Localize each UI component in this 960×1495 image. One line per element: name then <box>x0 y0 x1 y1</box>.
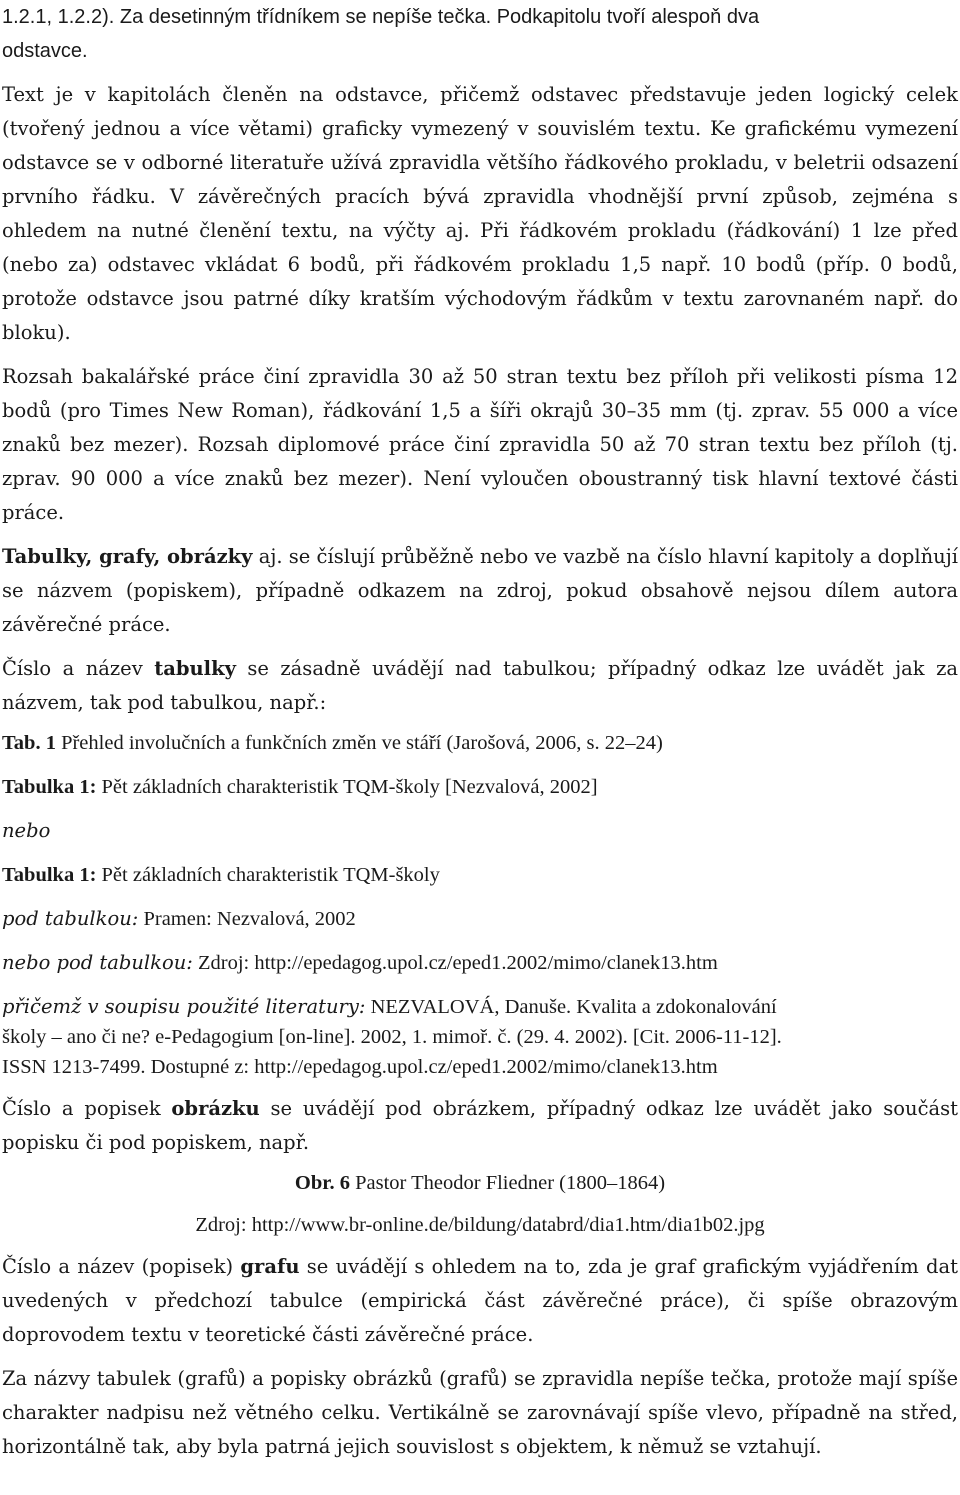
bold-term: Tabulky, grafy, obrázky <box>2 545 253 568</box>
example-label: Tabulka 1: <box>2 776 97 798</box>
paragraph-text: Číslo a popisek <box>2 1097 172 1120</box>
example-text: Pastor Theodor Fliedner (1800–1864) <box>350 1172 666 1194</box>
example-tabulka1 <box>2 860 958 890</box>
example-tabulka1-source <box>2 772 958 802</box>
figure-caption <box>2 1168 958 1198</box>
example-label: Tab. 1 <box>2 732 56 754</box>
top-paragraph <box>2 0 958 68</box>
example-text: Pět základních charakteristik TQM-školy <box>96 864 440 886</box>
figure-source: Zdroj: http://www.br-online.de/bildung/databrd/dia1.htm/dia1b02.jpg <box>195 1214 765 1236</box>
document-page <box>2 0 958 1464</box>
example-text: Pět základních charakteristik TQM-školy [Nezvalová, 2002] <box>96 776 598 798</box>
paragraph-rozsah: Rozsah bakalářské práce činí zpravidla 30 až 50 stran textu bez příloh při velikosti písma 12 bodů (pro Times New Roman), řádkování 1,5 a šíři okrajů 30–35 mm (tj. zprav. 55 000 a více znaků bez mezer). Rozsah diplomové práce činí zpravidla 50 až 70 stran textu bez příloh (tj. zprav. 90 000 a více znaků bez mezer). Není vyloučen oboustranný tisk hlavní textové části práce. <box>2 365 958 524</box>
example-literatura <box>2 992 958 1082</box>
example-label: Obr. 6 <box>294 1172 350 1194</box>
example-literatura-line: ISSN 1213-7499. Dostupné z: http://epedagog.upol.cz/eped1.2002/mimo/clanek13.htm <box>2 1056 718 1078</box>
example-label: nebo pod tabulkou: <box>2 951 193 974</box>
top-paragraph-line: 1.2.1, 1.2.2). Za desetinným třídníkem se nepíše tečka. Podkapitolu tvoří alespoň dva <box>2 6 760 28</box>
paragraph-tabulky <box>2 540 958 642</box>
example-pramen <box>2 904 958 934</box>
top-paragraph-line: odstavce. <box>2 40 88 62</box>
example-text: Pramen: Nezvalová, 2002 <box>138 908 356 930</box>
example-literatura-line: školy – ano či ne? e-Pedagogium [on-line]. 2002, 1. mimoř. č. (29. 4. 2002). [Cit. 2006-11-12]. <box>2 1026 782 1048</box>
example-text: Zdroj: http://epedagog.upol.cz/eped1.2002/mimo/clanek13.htm <box>192 952 718 974</box>
bold-term: tabulky <box>154 657 236 680</box>
paragraph-text: aj. se číslují průběžně nebo ve vazbě na číslo hlavní kapitoly a doplňují se názvem (popiskem), případně odkazem na zdroj, pokud obsahově nejsou dílem autora závěrečné práce. <box>2 545 958 636</box>
paragraph-text: se zásadně uvádějí nad tabulkou; případný odkaz lze uvádět jak za názvem, tak pod tabulkou, např.: <box>2 657 958 714</box>
example-label: pod tabulkou: <box>2 907 139 930</box>
paragraph-text: Číslo a název <box>2 657 155 680</box>
paragraph-odstavce: Text je v kapitolách členěn na odstavce, přičemž odstavec představuje jeden logický celek (tvořený jednou a více větami) graficky vymezený v souvislém textu. Ke grafickému vymezení odstavce se v odborné literatuře užívá zpravidla většího řádkového prokladu, v beletrii odsazení prvního řádku. V závěrečných pracích bývá zpravidla vhodnější první způsob, zejména s ohledem na nutné členění textu, na výčty aj. Při řádkovém prokladu (řádkování) 1 lze před (nebo za) odstavec vkládat 6 bodů, při řádkovém prokladu 1,5 např. 10 bodů (příp. 0 bodů, protože odstavce jsou patrné díky kratším východovým řádkům v textu zarovnaném např. do bloku). <box>2 83 958 344</box>
bold-term: grafu <box>240 1255 300 1278</box>
example-nebo <box>2 816 958 846</box>
bold-term: obrázku <box>171 1097 260 1120</box>
paragraph-text: se uvádějí pod obrázkem, případný odkaz lze uvádět jako součást popisku či pod popiskem, např. <box>2 1097 958 1154</box>
paragraph-grafu <box>2 1250 958 1352</box>
example-label: přičemž v soupisu použité literatury: <box>2 995 366 1018</box>
paragraph-text: se uvádějí s ohledem na to, zda je graf grafickým vyjádřením dat uvedených v předchozí tabulce (empirická část závěrečné práce), či spíše obrazovým doprovodem textu v teoretické části závěrečné práce. <box>2 1255 958 1346</box>
example-zdroj <box>2 948 958 978</box>
paragraph-obrazku <box>2 1092 958 1160</box>
paragraph-cislo-tabulky <box>2 652 958 720</box>
example-label: nebo <box>2 819 51 842</box>
example-literatura-line <box>2 992 958 1022</box>
paragraph-nazvy: Za názvy tabulek (grafů) a popisky obrázků (grafů) se zpravidla nepíše tečka, protože mají spíše charakter nadpisu než větného celku. Vertikálně se zarovnávají spíše vlevo, případně na střed, horizontálně tak, aby byla patrná jejich souvislost s objektem, k němuž se vztahují. <box>2 1367 958 1458</box>
example-tab1 <box>2 728 958 758</box>
example-text: NEZVALOVÁ, Danuše. Kvalita a zdokonalování <box>365 996 777 1018</box>
example-text: Přehled involučních a funkčních změn ve stáří (Jarošová, 2006, s. 22–24) <box>55 732 663 754</box>
paragraph-text: Číslo a název (popisek) <box>2 1255 241 1278</box>
example-label: Tabulka 1: <box>2 864 97 886</box>
